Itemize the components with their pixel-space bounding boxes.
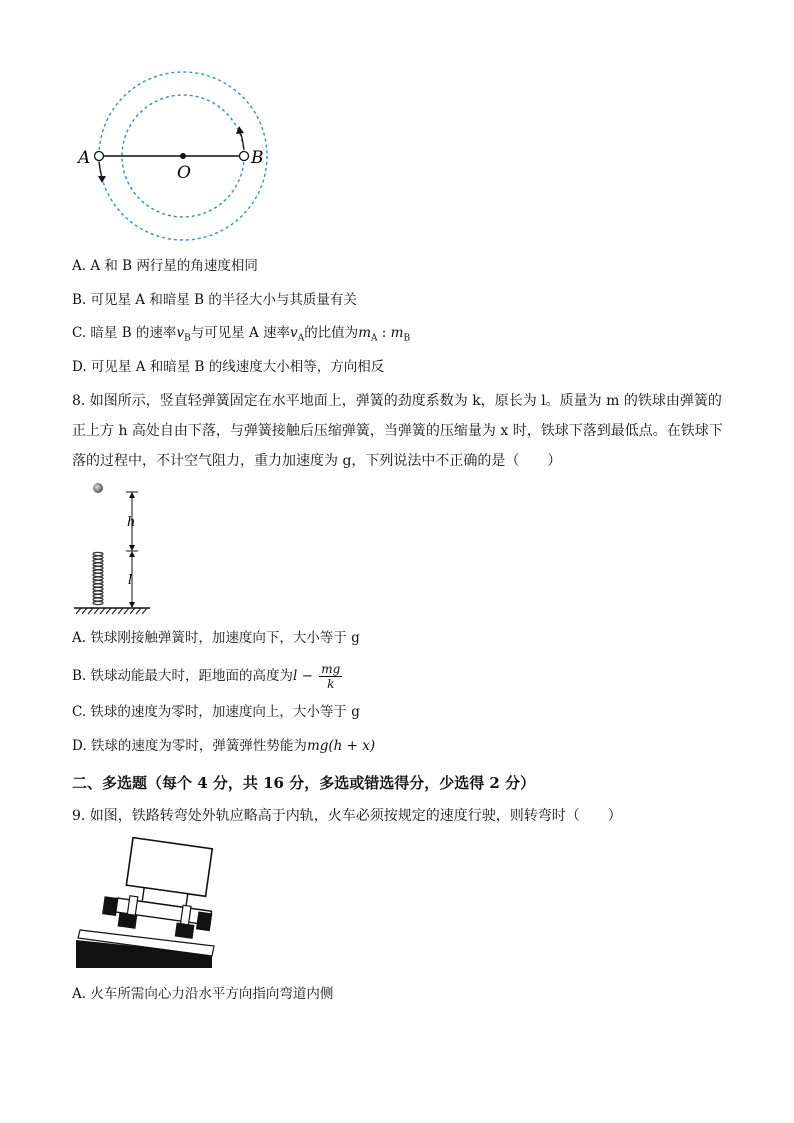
label-h: h xyxy=(127,515,136,530)
q8-option-b xyxy=(72,658,342,694)
q7-c-va-sub: A xyxy=(297,333,305,344)
q7-c-vb: v xyxy=(176,325,185,341)
q7-c-colon: : xyxy=(377,325,391,341)
q8-b-num: mg xyxy=(321,662,341,676)
q7-c-va: v xyxy=(290,325,298,341)
q7-c-mid: 与可见星 A 速率 xyxy=(190,325,291,341)
section-2-title: 二、多选题（每个 4 分，共 16 分，多选或错选得分，少选得 2 分） xyxy=(72,774,536,792)
q7-c-s1: A xyxy=(371,333,378,344)
spring-ball-figure xyxy=(72,476,157,621)
velocity-arrow-b-icon xyxy=(240,132,244,150)
q8-option-a: A. 铁球刚接触弹簧时，加速度向下，大小等于 g xyxy=(72,630,360,646)
q7-c-m2: m xyxy=(390,325,404,341)
label-o: O xyxy=(177,163,191,183)
q8-d-prefix: D. 铁球的速度为零时，弹簧弹性势能为 xyxy=(72,738,307,754)
label-b: B xyxy=(251,148,264,168)
q7-option-a: A. A 和 B 两行星的角速度相同 xyxy=(72,258,258,274)
q8-b-den: k xyxy=(327,677,335,691)
q9-option-a: A. 火车所需向心力沿水平方向指向弯道内侧 xyxy=(72,986,334,1002)
iron-ball xyxy=(93,483,103,493)
spring-coil xyxy=(93,552,103,604)
label-a: A xyxy=(78,148,91,168)
star-b xyxy=(240,152,249,161)
train-body xyxy=(100,835,220,941)
star-a xyxy=(95,152,104,161)
q8-b-l: l xyxy=(293,668,298,684)
q8-b-prefix: B. 铁球动能最大时，距地面的高度为 xyxy=(72,668,294,684)
q8-stem-line2: 正上方 h 高处自由下落，与弹簧接触后压缩弹簧，当弹簧的压缩量为 x 时，铁球下落到最低点。在铁球下 xyxy=(72,423,723,439)
q8-b-minus: − xyxy=(297,668,318,684)
train-on-banked-track-figure xyxy=(72,832,220,970)
q8-d-formula: mg(h + x) xyxy=(306,738,376,754)
q8-option-c: C. 铁球的速度为零时，加速度向上，大小等于 g xyxy=(72,704,360,720)
q8-option-d xyxy=(72,736,375,756)
q7-option-b: B. 可见星 A 和暗星 B 的半径大小与其质量有关 xyxy=(72,292,357,308)
velocity-arrow-a-icon xyxy=(99,162,102,178)
q9-stem: 9. 如图，铁路转弯处外轨应略高于内轨，火车必须按规定的速度行驶，则转弯时（ ） xyxy=(72,808,622,824)
ground-hatch xyxy=(76,608,147,614)
q7-c-prefix: C. 暗星 B 的速率 xyxy=(72,325,177,341)
q7-c-s2: B xyxy=(403,333,411,344)
arrowhead-b-icon xyxy=(236,126,244,134)
q8-b-fraction xyxy=(319,662,342,691)
q7-option-c xyxy=(72,323,410,349)
q8-stem-line1: 8. 如图所示，竖直轻弹簧固定在水平地面上，弹簧的劲度系数为 k，原长为 l。质量为 m 的铁球由弹簧的 xyxy=(72,393,722,409)
q7-c-m1: m xyxy=(358,325,371,341)
q7-option-d: D. 可见星 A 和暗星 B 的线速度大小相等，方向相反 xyxy=(72,359,385,375)
center-dot xyxy=(180,153,186,159)
label-l: l xyxy=(128,573,133,588)
arrowhead-a-icon xyxy=(98,176,106,183)
binary-star-orbit-figure xyxy=(70,70,280,250)
q8-stem-line3: 落的过程中，不计空气阻力，重力加速度为 g，下列说法中不正确的是（ ） xyxy=(72,453,562,469)
q7-c-mid2: 的比值为 xyxy=(304,325,359,341)
q7-c-vb-sub: B xyxy=(184,333,191,344)
